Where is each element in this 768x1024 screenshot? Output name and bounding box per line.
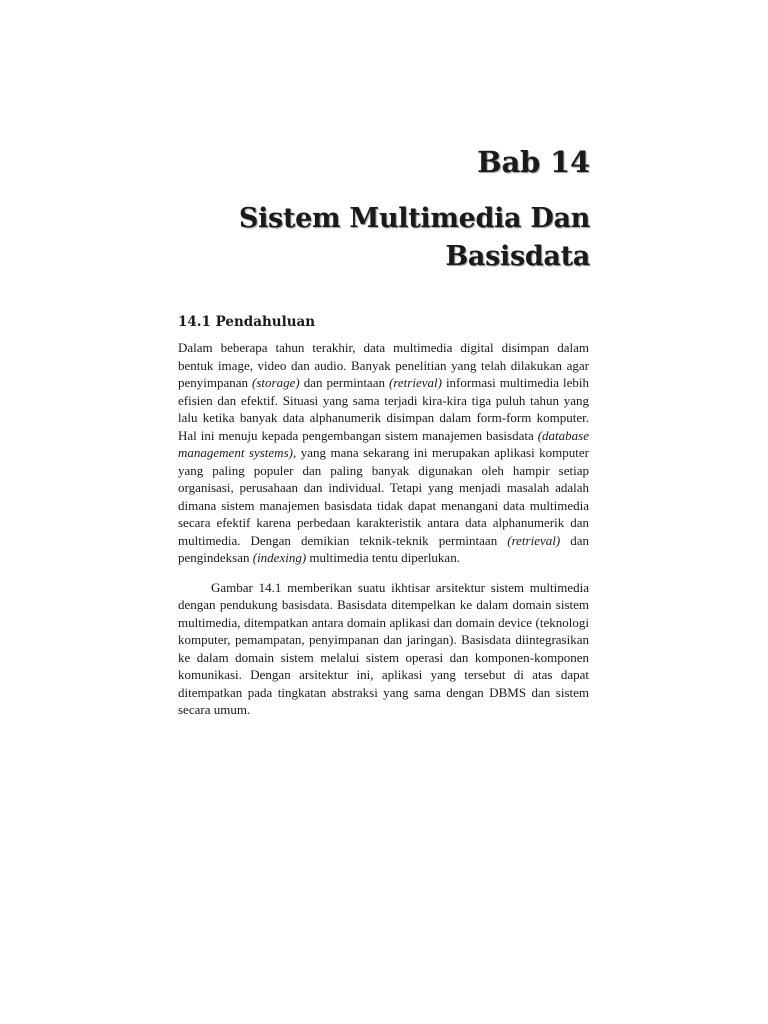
- paragraph-2: Gambar 14.1 memberikan suatu ikhtisar arsitektur sistem multimedia dengan pendukung basisdata. Basisdata ditempelkan ke dalam domain sistem multimedia, ditempatkan antara domain aplikasi dan domain device (teknologi komputer, pemampatan, penyimpanan dan jaringan). Basisdata diintegrasikan ke dalam domain sistem melalui sistem operasi dan komponen-komponen komunikasi. Dengan arsitektur ini, aplikasi yang tersebut di atas dapat ditempatkan pada tingkatan abstraksi yang sama dengan DBMS dan sistem secara umum.: [178, 579, 589, 717]
- paragraph-1-text-4: , yang mana sekarang ini merupakan aplikasi komputer yang paling populer dan paling banyak digunakan oleh hampir setiap organisasi, perusahaan dan individual. Tetapi yang menjadi masalah adalah dimana sistem manajemen basisdata tidak dapat menangani data multimedia secara efektif karena perbedaan karakteristik antara data alphanumerik dan multimedia. Dengan demikian teknik-teknik permintaan: [178, 445, 589, 548]
- chapter-title: [170, 200, 590, 276]
- paragraph-1-text-2: dan permintaan: [299, 375, 389, 390]
- term-retrieval: (retrieval): [388, 375, 442, 390]
- chapter-header: [170, 138, 590, 276]
- body-text-area: [178, 312, 589, 719]
- paragraph-1-text-6: multimedia tentu diperlukan.: [306, 550, 460, 565]
- chapter-number: Bab 14: [477, 145, 590, 179]
- chapter-title-line-2: Basisdata: [445, 241, 590, 272]
- paragraph-1-text-3: informasi multimedia lebih efisien dan efektif. Situasi yang sama terjadi kira-kira tiga puluh tahun yang lalu ketika banyak data alphanumerik disimpan dalam form-form komputer. Hal ini menuju kepada pengembangan sistem manajemen basisdata: [178, 375, 589, 443]
- paragraph-1: [178, 339, 589, 567]
- term-indexing: (indexing): [252, 550, 307, 565]
- term-database-management-systems: (database management systems): [178, 427, 589, 460]
- section-heading: 14.1 Pendahuluan: [178, 314, 316, 330]
- chapter-title-line-1: Sistem Multimedia Dan: [238, 203, 590, 234]
- paragraph-1-text-1: Dalam beberapa tahun terakhir, data multimedia digital disimpan dalam bentuk image, video dan audio. Banyak penelitian yang telah dilakukan agar penyimpanan: [178, 340, 589, 390]
- term-retrieval-2: (retrieval): [507, 532, 561, 548]
- paragraph-1-text-5: dan pengindeksan: [178, 532, 589, 565]
- term-storage: (storage): [252, 375, 300, 390]
